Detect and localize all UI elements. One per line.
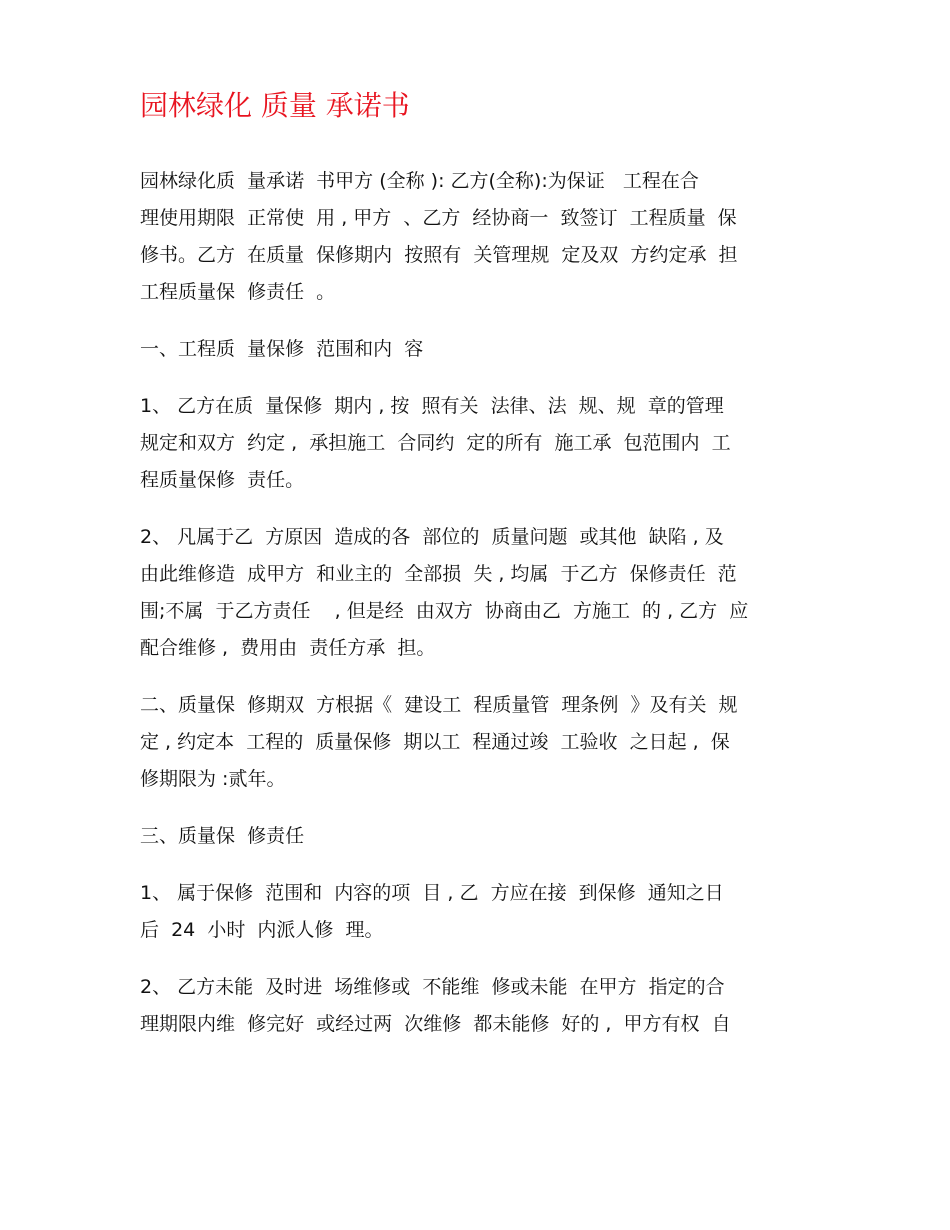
text-line: 程质量保修 责任。: [140, 469, 305, 491]
text-line: 定 , 约定本 工程的 质量保修 期以工 程通过竣 工验收 之日起 , 保: [140, 731, 730, 753]
text-line: 三、质量保 修责任: [140, 825, 305, 847]
text-line: 理期限内维 修完好 或经过两 次维修 都未能修 好的 , 甲方有权 自: [140, 1013, 731, 1035]
text-line: 修书。乙方 在质量 保修期内 按照有 关管理规 定及双 方约定承 担: [140, 244, 738, 266]
text-line: 二、质量保 修期双 方根据《 建设工 程质量管 理条例 》及有关 规: [140, 694, 738, 716]
text-line: 2、 乙方未能 及时进 场维修或 不能维 修或未能 在甲方 指定的合: [140, 976, 725, 998]
text-line: 后 24 小时 内派人修 理。: [140, 919, 384, 941]
paragraph-1-2: [140, 519, 820, 667]
document-title: 园林绿化 质量 承诺书: [140, 89, 410, 122]
text-line: 规定和双方 约定 , 承担施工 合同约 定的所有 施工承 包范围内 工: [140, 432, 731, 454]
text-line: 由此维修造 成甲方 和业主的 全部损 失 , 均属 于乙方 保修责任 范: [140, 563, 737, 585]
text-line: 1、 乙方在质 量保修 期内 , 按 照有关 法律、法 规、规 章的管理: [140, 395, 724, 417]
text-line: 1、 属于保修 范围和 内容的项 目 , 乙 方应在接 到保修 通知之日: [140, 882, 724, 904]
section-heading-3: [140, 818, 820, 855]
text-line: 理使用期限 正常使 用 , 甲方 、乙方 经协商一 致签订 工程质量 保: [140, 207, 737, 229]
section-heading-1: [140, 331, 820, 368]
paragraph-3-2: [140, 969, 820, 1043]
text-line: 修期限为 :贰年。: [140, 768, 286, 790]
paragraph-1-1: [140, 388, 820, 499]
text-line: 工程质量保 修责任 。: [140, 281, 336, 303]
paragraph-3-1: [140, 875, 820, 949]
section-heading-2: [140, 687, 820, 798]
document-body: [140, 163, 820, 1063]
text-line: 2、 凡属于乙 方原因 造成的各 部位的 质量问题 或其他 缺陷 , 及: [140, 526, 724, 548]
text-line: 园林绿化质 量承诺 书甲方 (全称 ): 乙方(全称):为保证 工程在合: [140, 170, 699, 192]
paragraph-intro: [140, 163, 820, 311]
text-line: 一、工程质 量保修 范围和内 容: [140, 338, 424, 360]
text-line: 配合维修 , 费用由 责任方承 担。: [140, 637, 436, 659]
text-line: 围;不属 于乙方责任 , 但是经 由双方 协商由乙 方施工 的 , 乙方 应: [140, 600, 749, 622]
